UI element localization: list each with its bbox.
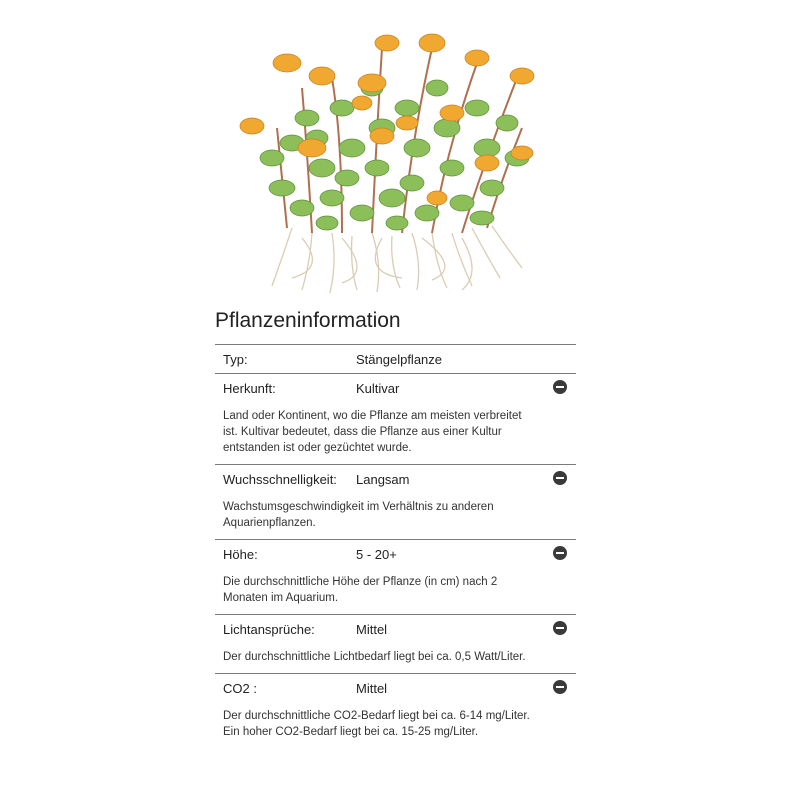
row-value: Langsam: [356, 472, 410, 487]
row-description: Der durchschnittliche Lichtbedarf liegt bei ca. 0,5 Watt/Liter.: [223, 651, 526, 663]
row-description: Wachstumsgeschwindigkeit im Verhältnis zu anderen Aquarienpflanzen.: [223, 501, 494, 529]
row-label: Herkunft:: [223, 381, 276, 396]
minus-circle-icon[interactable]: [553, 471, 567, 485]
minus-circle-icon[interactable]: [553, 621, 567, 635]
plant-info-table: [215, 344, 576, 748]
row-description: Die durchschnittliche Höhe der Pflanze (in cm) nach 2 Monaten im Aquarium.: [223, 576, 498, 604]
row-label: Höhe:: [223, 547, 258, 562]
minus-circle-icon[interactable]: [553, 546, 567, 560]
info-row-herkunft: [215, 374, 576, 465]
page-title: Pflanzeninformation: [215, 309, 401, 332]
row-value: Stängelpflanze: [356, 352, 443, 367]
minus-circle-icon[interactable]: [553, 380, 567, 394]
info-row-typ: [215, 345, 576, 374]
info-row-hoehe: [215, 540, 576, 615]
minus-circle-icon[interactable]: [553, 680, 567, 694]
info-row-wuchsschnelligkeit: [215, 465, 576, 540]
row-description: Land oder Kontinent, wo die Pflanze am meisten verbreitet ist. Kultivar bedeutet, dass die Pflanze aus einer Kultur entstanden ist oder gezüchtet wurde.: [223, 410, 522, 454]
info-row-co2: [215, 674, 576, 748]
plant-illustration: [232, 28, 562, 298]
row-label: Lichtansprüche:: [223, 622, 315, 637]
row-label: CO2 :: [223, 681, 257, 696]
row-value: Mittel: [356, 681, 388, 696]
row-value: Mittel: [356, 622, 388, 637]
row-label: Wuchsschnelligkeit:: [223, 472, 337, 487]
row-description: Der durchschnittliche CO2-Bedarf liegt bei ca. 6-14 mg/Liter. Ein hoher CO2-Bedarf liegt bei ca. 15-25 mg/Liter.: [223, 710, 530, 738]
plant-roots: [272, 226, 522, 293]
row-label: Typ:: [223, 352, 248, 367]
info-row-lichtansprueche: [215, 615, 576, 674]
row-value: Kultivar: [356, 381, 400, 396]
row-value: 5 - 20+: [356, 547, 397, 562]
